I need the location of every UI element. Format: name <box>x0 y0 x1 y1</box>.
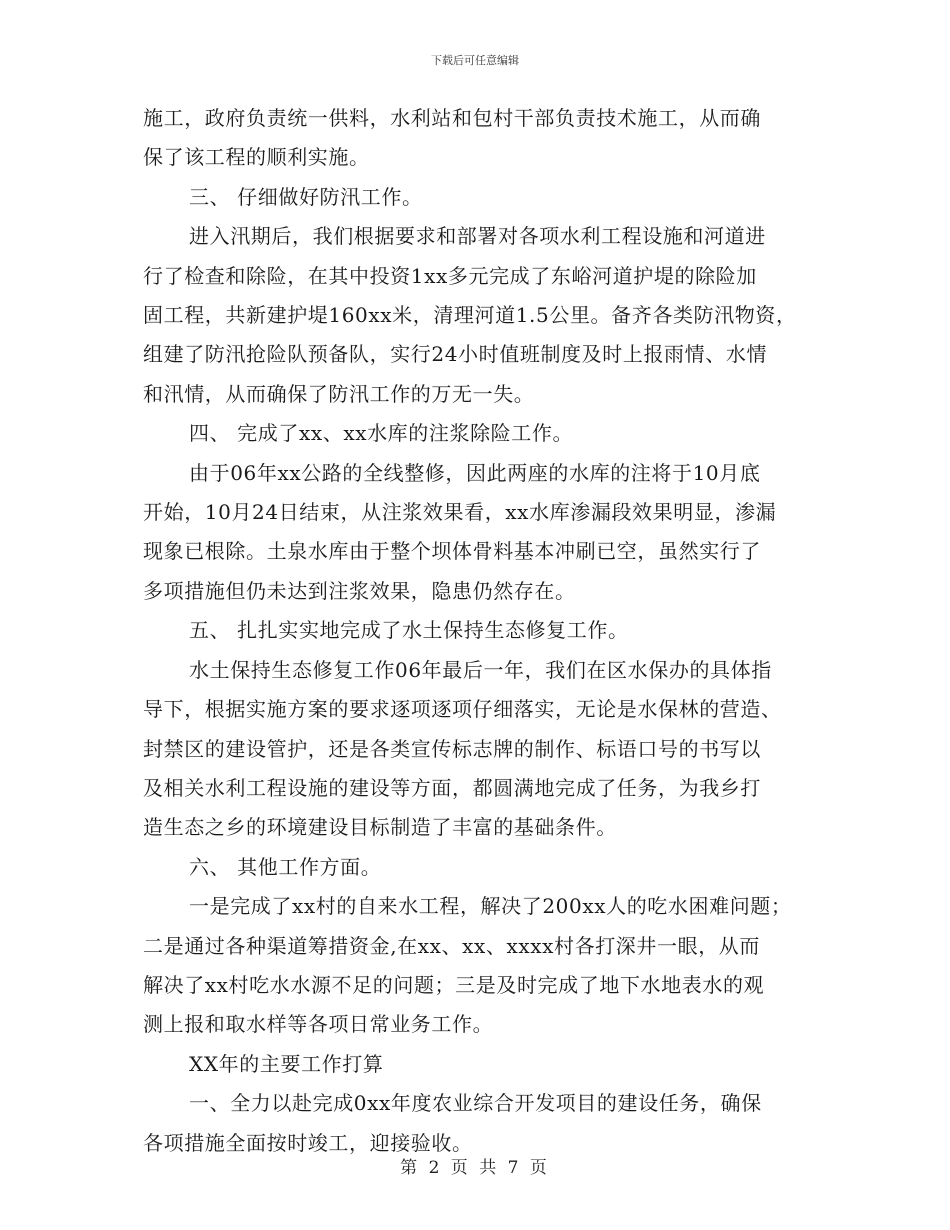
section-heading: 四、 完成了xx、xx水库的注浆除险工作。 <box>189 421 574 446</box>
page-footer: 第 2 页 共 7 页 <box>400 1158 550 1178</box>
section-heading: XX年的主要工作打算 <box>189 1051 384 1076</box>
text-line: 固工程，共新建护堤160xx米，清理河道1.5公里。备齐各类防汛物资， <box>143 303 797 328</box>
text-line: 及相关水利工程设施的建设等方面，都圆满地完成了任务，为我乡打 <box>143 775 761 800</box>
text-line: 造生态之乡的环境建设目标制造了丰富的基础条件。 <box>143 815 617 840</box>
text-line: 施工，政府负责统一供料，水利站和包村干部负责技术施工，从而确 <box>143 106 761 130</box>
text-line: 保了该工程的顺利实施。 <box>143 145 370 170</box>
text-line: 多项措施但仍未达到注浆效果，隐患仍然存在。 <box>143 578 576 603</box>
text-line: 行了检查和除险，在其中投资1xx多元完成了东峪河道护堤的除险加 <box>143 263 757 288</box>
text-line: 测上报和取水样等各项日常业务工作。 <box>143 1012 494 1037</box>
page-header: 下载后可任意编辑 <box>431 54 519 67</box>
text-line: 现象已根除。土泉水库由于整个坝体骨料基本冲刷已空，虽然实行了 <box>143 539 761 564</box>
text-line: 由于06年xx公路的全线整修，因此两座的水库的注将于10月底 <box>189 460 761 485</box>
text-line: 封禁区的建设管护，还是各类宣传标志牌的制作、标语口号的书写以 <box>143 736 761 761</box>
text-line: 一是完成了xx村的自来水工程，解决了200xx人的吃水困难问题； <box>189 894 792 919</box>
text-line: 各项措施全面按时竣工，迎接验收。 <box>143 1130 473 1155</box>
section-heading: 三、 仔细做好防汛工作。 <box>189 184 423 209</box>
text-line: 进入汛期后，我们根据要求和部署对各项水利工程设施和河道进 <box>189 224 766 249</box>
text-line: 组建了防汛抢险队预备队，实行24小时值班制度及时上报雨情、水情 <box>143 342 768 367</box>
section-heading: 五、 扎扎实实地完成了水土保持生态修复工作。 <box>189 618 629 643</box>
text-line: 解决了xx村吃水水源不足的问题；三是及时完成了地下水地表水的观 <box>143 972 765 997</box>
text-line: 二是通过各种渠道筹措资金,在xx、xx、xxxx村各打深井一眼，从而 <box>143 933 760 958</box>
text-line: 和汛情，从而确保了防汛工作的万无一失。 <box>143 381 535 406</box>
document-body <box>143 99 823 1163</box>
text-line: 开始，10月24日结束，从注浆效果看，xx水库渗漏段效果明显，渗漏 <box>143 500 777 525</box>
text-line: 一、全力以赴完成0xx年度农业综合开发项目的建设任务，确保 <box>189 1091 762 1116</box>
text-line: 导下，根据实施方案的要求逐项逐项仔细落实，无论是水保林的营造、 <box>143 697 782 722</box>
text-line: 水土保持生态修复工作06年最后一年，我们在区水保办的具体指 <box>189 657 772 682</box>
section-heading: 六、 其他工作方面。 <box>189 854 382 879</box>
